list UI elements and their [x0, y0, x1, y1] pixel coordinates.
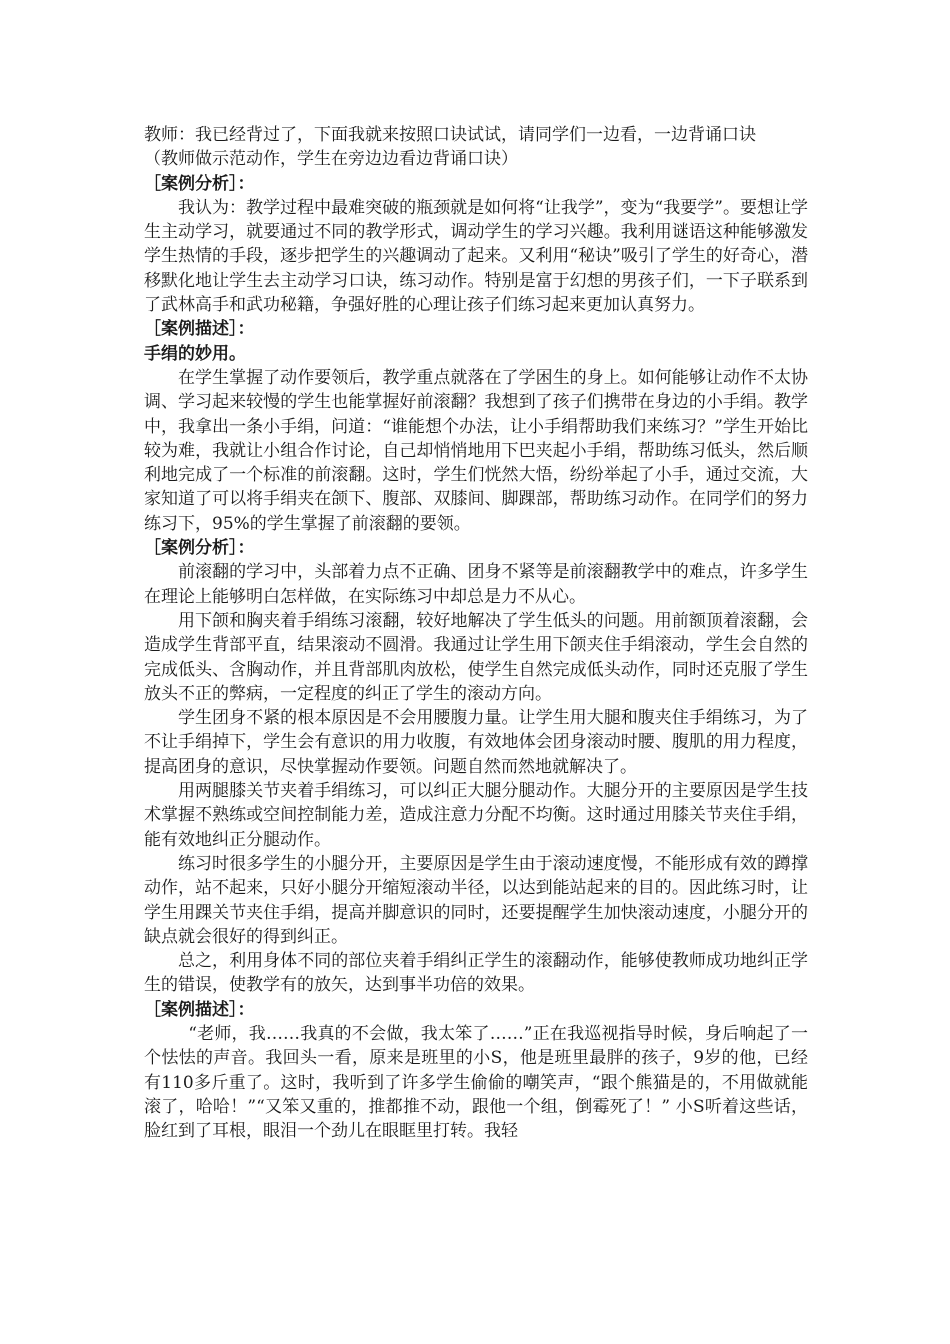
- body-paragraph: 在学生掌握了动作要领后，教学重点就落在了学困生的身上。如何能够让动作不太协调、学习起来较慢的学生也能掌握好前滚翻？我想到了孩子们携带在身边的小手绢。教学中，我拿出一条小手绢，问道：“谁能想个办法，让小手绢帮助我们来练习？”学生开始比较为难，我就让小组合作讨论，自己却悄悄地用下巴夹起小手绢，帮助练习低头，然后顺利地完成了一个标准的前滚翻。这时，学生们恍然大悟，纷纷举起了小手，通过交流，大家知道了可以将手绢夹在颌下、腹部、双膝间、脚踝部，帮助练习动作。在同学们的努力练习下，95%的学生掌握了前滚翻的要领。: [144, 367, 808, 534]
- body-paragraph: 我认为：教学过程中最难突破的瓶颈就是如何将“让我学”，变为“我要学”。要想让学生主动学习，就要通过不同的教学形式，调动学生的学习兴趣。我利用谜语这种能够激发学生热情的手段，逐步把学生的兴趣调动了起来。又利用“秘诀”吸引了学生的好奇心，潜移默化地让学生去主动学习口诀，练习动作。特别是富于幻想的男孩子们，一下子联系到了武林高手和武功秘籍，争强好胜的心理让孩子们练习起来更加认真努力。: [144, 197, 808, 316]
- section-heading-description: ［案例描述］：: [144, 999, 255, 1020]
- body-paragraph: 用下颌和胸夹着手绢练习滚翻，较好地解决了学生低头的问题。用前额顶着滚翻，会造成学生背部平直，结果滚动不圆滑。我通过让学生用下颌夹住手绢滚动，学生会自然的完成低头、含胸动作，并且背部肌肉放松，使学生自然完成低头动作，同时还克服了学生放头不正的弊病，一定程度的纠正了学生的滚动方向。: [144, 610, 808, 704]
- section-heading-analysis: ［案例分析］：: [144, 173, 255, 194]
- stage-note: （教师做示范动作，学生在旁边边看边背诵口诀）: [144, 149, 518, 170]
- document-body: [144, 123, 808, 1143]
- body-paragraph: 总之，利用身体不同的部位夹着手绢纠正学生的滚翻动作，能够使教师成功地纠正学生的错误，使教学有的放矢，达到事半功倍的效果。: [144, 951, 808, 996]
- body-paragraph: “老师，我……我真的不会做，我太笨了……”正在我巡视指导时候，身后响起了一个怯怯的声音。我回头一看，原来是班里的小S，他是班里最胖的孩子，9岁的他，已经有110多斤重了。这时，我听到了许多学生偷偷的嘲笑声，“跟个熊猫是的，不用做就能滚了，哈哈！”“又笨又重的，推都推不动，跟他一个组，倒霉死了！” 小S听着这些话，脸红到了耳根，眼泪一个劲儿在眼眶里打转。我轻: [144, 1023, 808, 1142]
- body-paragraph: 学生团身不紧的根本原因是不会用腰腹力量。让学生用大腿和腹夹住手绢练习，为了不让手绢掉下，学生会有意识的用力收腹，有效地体会团身滚动时腰、腹肌的用力程度，提高团身的意识，尽快掌握动作要领。问题自然而然地就解决了。: [144, 708, 808, 777]
- body-paragraph: 用两腿膝关节夹着手绢练习，可以纠正大腿分腿动作。大腿分开的主要原因是学生技术掌握不熟练或空间控制能力差，造成注意力分配不均衡。这时通过用膝关节夹住手绢，能有效地纠正分腿动作。: [144, 781, 808, 850]
- section-heading-description: ［案例描述］：: [144, 319, 255, 340]
- dialogue-line: 教师：我已经背过了，下面我就来按照口诀试试，请同学们一边看，一边背诵口诀: [144, 125, 756, 145]
- section-heading-analysis: ［案例分析］：: [144, 538, 255, 559]
- body-paragraph: 练习时很多学生的小腿分开，主要原因是学生由于滚动速度慢，不能形成有效的蹲撑动作，站不起来，只好小腿分开缩短滚动半径，以达到能站起来的目的。因此练习时，让学生用踝关节夹住手绢，提高并脚意识的同时，还要提醒学生加快滚动速度，小腿分开的缺点就会很好的得到纠正。: [144, 853, 808, 947]
- body-paragraph: 前滚翻的学习中，头部着力点不正确、团身不紧等是前滚翻教学中的难点，许多学生在理论上能够明白怎样做，在实际练习中却总是力不从心。: [144, 562, 808, 607]
- subsection-title: 手绢的妙用。: [144, 343, 246, 364]
